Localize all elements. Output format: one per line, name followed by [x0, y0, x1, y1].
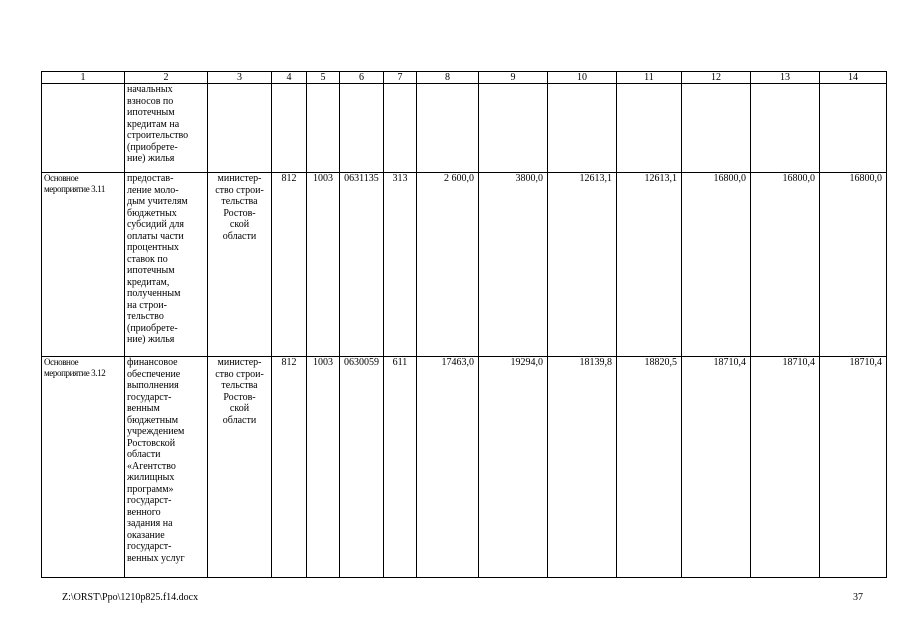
value-cell: 0630059 [340, 357, 384, 578]
description-line: Ростовской [127, 437, 176, 449]
header-cell: 3 [208, 72, 272, 84]
value-cell: 16800,0 [682, 173, 751, 357]
page-number: 37 [853, 592, 863, 603]
value-cell [384, 84, 417, 173]
executor-line: Ростов- [223, 391, 256, 403]
value-cell [417, 84, 479, 173]
header-cell: 8 [417, 72, 479, 84]
description-line: ние) жилья [127, 334, 175, 345]
executor-cell [208, 173, 272, 357]
budget-table [41, 71, 887, 578]
value-cell [548, 84, 617, 173]
executor-line: министер- [217, 357, 262, 368]
executor-line: ство строи- [215, 368, 264, 380]
description-line: ление моло- [127, 184, 179, 196]
description-line: задания на [127, 518, 173, 529]
value-cell: 812 [272, 173, 307, 357]
executor-line: области [222, 414, 257, 426]
value-cell: 3800,0 [479, 173, 548, 357]
activity-line: мероприятие 3.12 [44, 368, 106, 378]
value-cell [751, 84, 820, 173]
table-row [42, 357, 887, 578]
description-line: оплаты части [127, 230, 184, 242]
description-line: учреждением [127, 426, 185, 437]
activity-cell [42, 173, 125, 357]
activity-line: Основное [44, 357, 79, 367]
description-line: ипотечным [127, 265, 175, 276]
header-cell: 11 [617, 72, 682, 84]
executor-cell [208, 84, 272, 173]
executor-line: Ростов- [223, 207, 256, 219]
description-line: ставок по [127, 253, 168, 265]
description-line: на строи- [127, 299, 167, 311]
value-cell: 812 [272, 357, 307, 578]
header-cell: 4 [272, 72, 307, 84]
executor-line: ство строи- [215, 184, 264, 196]
value-cell [479, 84, 548, 173]
header-cell: 2 [125, 72, 208, 84]
activity-line: Основное [44, 173, 79, 183]
executor-line: тельства [221, 196, 258, 207]
value-cell: 18710,4 [751, 357, 820, 578]
description-line: строительство [127, 130, 189, 141]
header-cell: 9 [479, 72, 548, 84]
description-line: тельство [127, 311, 164, 322]
value-cell: 611 [384, 357, 417, 578]
description-line: государст- [127, 495, 172, 506]
value-cell: 1003 [307, 357, 340, 578]
description-line: венного [127, 506, 161, 518]
description-line: обеспечение [127, 368, 181, 380]
description-cell [125, 173, 208, 357]
description-cell [125, 84, 208, 173]
value-cell: 313 [384, 173, 417, 357]
header-row [42, 72, 887, 84]
description-line: процентных [127, 242, 179, 253]
description-line: выполнения [127, 380, 179, 391]
description-line: оказание [127, 529, 165, 541]
description-line: «Агентство [127, 460, 176, 472]
value-cell [340, 84, 384, 173]
activity-cell [42, 357, 125, 578]
activity-line: мероприятие 3.11 [44, 184, 105, 194]
value-cell: 2 600,0 [417, 173, 479, 357]
executor-cell [208, 357, 272, 578]
header-cell: 14 [820, 72, 887, 84]
value-cell: 16800,0 [820, 173, 887, 357]
header-cell: 5 [307, 72, 340, 84]
header-cell: 12 [682, 72, 751, 84]
description-line: (приобрете- [127, 322, 178, 334]
description-line: бюджетным [127, 414, 179, 426]
description-line: жилищных [127, 472, 175, 483]
table-row [42, 173, 887, 357]
description-line: государст- [127, 541, 172, 552]
description-line: полученным [127, 288, 181, 299]
value-cell [682, 84, 751, 173]
value-cell [307, 84, 340, 173]
value-cell: 16800,0 [751, 173, 820, 357]
value-cell: 18139,8 [548, 357, 617, 578]
description-line: начальных [127, 84, 173, 95]
executor-line: области [222, 230, 257, 242]
header-cell: 13 [751, 72, 820, 84]
description-line: предостав- [127, 173, 174, 184]
description-line: венным [127, 403, 160, 414]
executor-line: ской [229, 219, 250, 230]
executor-line: тельства [221, 380, 258, 391]
executor-line: министер- [217, 173, 262, 184]
executor-line: ской [229, 403, 250, 414]
description-line: взносов по [127, 95, 174, 107]
value-cell [820, 84, 887, 173]
description-line: ние) жилья [127, 153, 175, 164]
value-cell: 18710,4 [682, 357, 751, 578]
value-cell: 0631135 [340, 173, 384, 357]
description-line: области [127, 449, 161, 460]
file-path: Z:\ORST\Ppo\1210p825.f14.docx [62, 592, 199, 603]
value-cell: 12613,1 [617, 173, 682, 357]
description-line: ипотечным [127, 107, 175, 118]
table-row [42, 84, 887, 173]
activity-cell [42, 84, 125, 173]
value-cell: 18710,4 [820, 357, 887, 578]
value-cell: 1003 [307, 173, 340, 357]
description-line: бюджетных [127, 207, 177, 219]
description-line: кредитам, [127, 276, 170, 288]
description-line: дым учителям [127, 196, 188, 207]
value-cell: 19294,0 [479, 357, 548, 578]
description-cell [125, 357, 208, 578]
description-line: финансовое [127, 357, 178, 368]
header-cell: 10 [548, 72, 617, 84]
description-line: венных услуг [127, 552, 185, 564]
value-cell [617, 84, 682, 173]
value-cell [272, 84, 307, 173]
header-cell: 7 [384, 72, 417, 84]
value-cell: 17463,0 [417, 357, 479, 578]
value-cell: 18820,5 [617, 357, 682, 578]
value-cell: 12613,1 [548, 173, 617, 357]
description-line: государст- [127, 391, 172, 403]
header-cell: 6 [340, 72, 384, 84]
description-line: кредитам на [127, 118, 180, 130]
header-cell: 1 [42, 72, 125, 84]
description-line: программ» [127, 483, 174, 495]
description-line: (приобрете- [127, 141, 178, 153]
description-line: субсидий для [127, 219, 185, 230]
